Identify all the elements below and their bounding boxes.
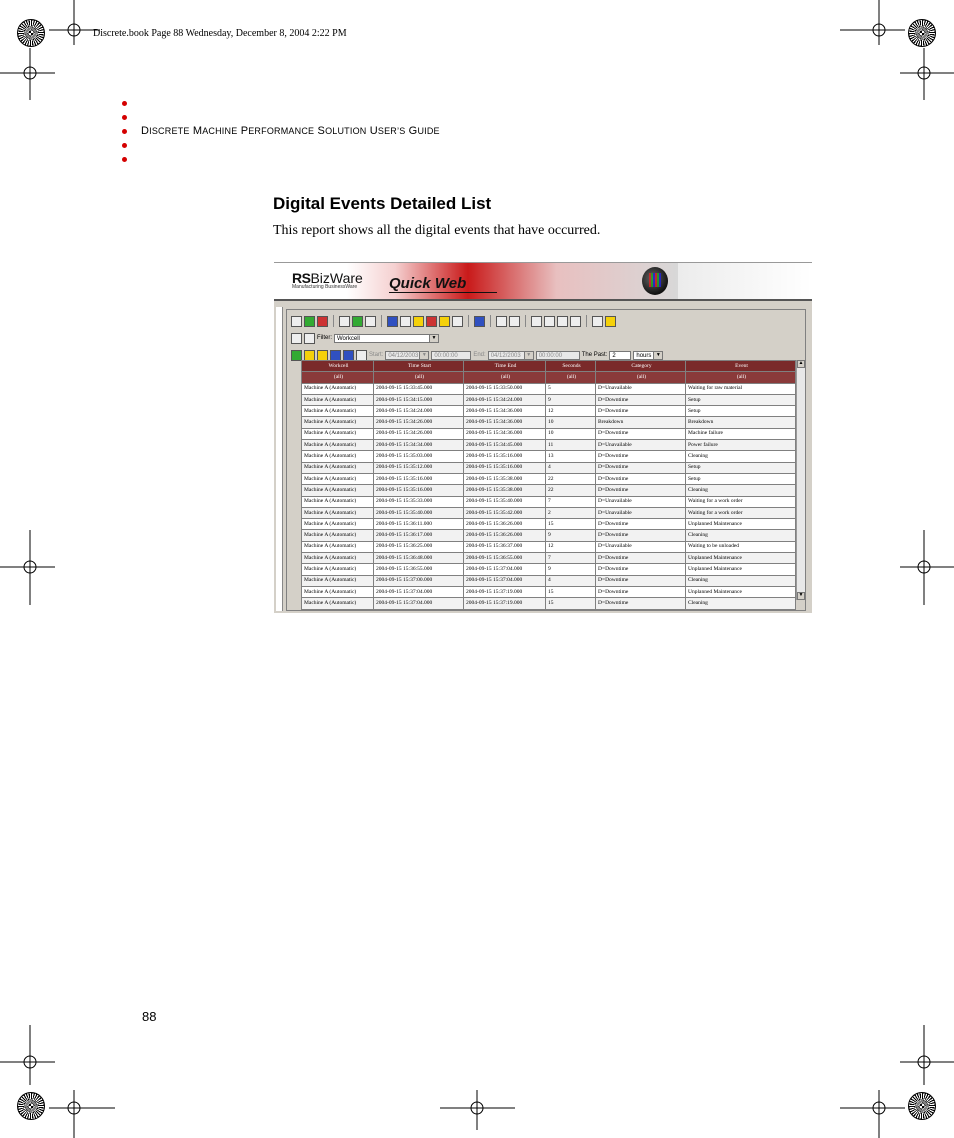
table-cell: 2004-09-15 15:35:16.000 (464, 462, 546, 473)
rsbizware-logo: RSBizWare (292, 270, 363, 286)
margin-bullet (122, 115, 127, 120)
table-cell: 2004-09-15 15:37:04.000 (464, 575, 546, 586)
table-cell: 2004-09-15 15:35:38.000 (464, 473, 546, 484)
intro-paragraph: This report shows all the digital events that have occurred. (273, 223, 601, 238)
table-cell: Machine A (Automatic) (302, 586, 374, 597)
time-range-icon[interactable] (317, 350, 328, 361)
refresh-icon[interactable] (474, 316, 485, 327)
export-icon[interactable] (304, 316, 315, 327)
chevron-down-icon[interactable]: ▼ (419, 352, 428, 359)
table-cell: 2004-09-15 15:37:04.000 (464, 564, 546, 575)
end-date-field[interactable] (488, 351, 534, 360)
pie-chart-icon[interactable] (439, 316, 450, 327)
table-cell: 2004-09-15 15:35:03.000 (374, 451, 464, 462)
shift-icon[interactable] (343, 350, 354, 361)
table-row[interactable] (302, 428, 796, 439)
table-cell: Machine A (Automatic) (302, 462, 374, 473)
toolbar-separator (381, 315, 382, 327)
table-cell: 2004-09-15 15:36:26.000 (464, 530, 546, 541)
column-header[interactable]: Workcell (302, 361, 374, 372)
grid-icon[interactable] (400, 316, 411, 327)
print-preview-icon[interactable] (352, 316, 363, 327)
table-cell: Waiting for raw material (686, 383, 796, 394)
table-cell: Power failure (686, 440, 796, 451)
table-cell: 11 (546, 440, 596, 451)
table-cell: 10 (546, 428, 596, 439)
table-cell: 2004-09-15 15:33:50.000 (464, 383, 546, 394)
table-cell: Unplanned Maintenance (686, 586, 796, 597)
table-cell: 2004-09-15 15:34:26.000 (374, 417, 464, 428)
first-page-icon[interactable] (531, 316, 542, 327)
table-cell: Machine A (Automatic) (302, 383, 374, 394)
start-date-field[interactable] (385, 351, 429, 360)
vertical-scrollbar[interactable] (796, 360, 805, 600)
table-cell: D=Downtime (596, 473, 686, 484)
left-frame-strip (276, 307, 283, 611)
table-cell: 15 (546, 519, 596, 530)
copy-icon[interactable] (291, 316, 302, 327)
table-row[interactable] (302, 586, 796, 597)
table-row[interactable] (302, 541, 796, 552)
table-cell: Machine A (Automatic) (302, 507, 374, 518)
table-cell: Machine A (Automatic) (302, 428, 374, 439)
table-cell: Unplanned Maintenance (686, 564, 796, 575)
print-page-icon[interactable] (592, 316, 603, 327)
column-header[interactable]: Category (596, 361, 686, 372)
table-cell: 2004-09-15 15:36:48.000 (374, 553, 464, 564)
table-cell: D=Downtime (596, 406, 686, 417)
table-cell: Waiting for a work order (686, 507, 796, 518)
font-icon[interactable] (452, 316, 463, 327)
table-cell: D=Downtime (596, 553, 686, 564)
table-filter-row (302, 372, 796, 383)
column-filter[interactable]: (all) (374, 372, 464, 383)
table-cell: 2004-09-15 15:35:40.000 (374, 507, 464, 518)
toolbar-separator (525, 315, 526, 327)
table-cell: Unplanned Maintenance (686, 553, 796, 564)
table-cell: 10 (546, 417, 596, 428)
table-cell: 2004-09-15 15:35:42.000 (464, 507, 546, 518)
page-number: 88 (142, 1009, 157, 1024)
table-cell: 2004-09-15 15:34:24.000 (464, 394, 546, 405)
table-cell: 2004-09-15 15:37:19.000 (464, 598, 546, 609)
filter-select-value: Workcell (337, 335, 360, 342)
column-filter[interactable]: (all) (464, 372, 546, 383)
start-time-value: 00:00:00 (434, 352, 458, 359)
table-cell: Machine A (Automatic) (302, 598, 374, 609)
table-row[interactable] (302, 485, 796, 496)
table-row[interactable] (302, 383, 796, 394)
table-cell: Machine A (Automatic) (302, 496, 374, 507)
table-cell: 9 (546, 530, 596, 541)
end-label: End: (473, 352, 486, 358)
app-banner (274, 263, 812, 301)
table-cell: 4 (546, 462, 596, 473)
table-row[interactable] (302, 564, 796, 575)
table-row[interactable] (302, 462, 796, 473)
table-cell: D=Downtime (596, 530, 686, 541)
table-row[interactable] (302, 575, 796, 586)
table-row[interactable] (302, 496, 796, 507)
table-cell: 9 (546, 564, 596, 575)
report-panel (286, 309, 806, 611)
chevron-down-icon[interactable]: ▼ (653, 352, 662, 359)
table-cell: 15 (546, 598, 596, 609)
start-time-field[interactable] (431, 351, 471, 360)
zoom-in-icon[interactable] (496, 316, 507, 327)
previous-page-icon[interactable] (544, 316, 555, 327)
table-cell: Machine A (Automatic) (302, 406, 374, 417)
table-cell: Breakdown (686, 417, 796, 428)
table-row[interactable] (302, 417, 796, 428)
past-label: The Past: (581, 352, 608, 358)
table-cell: D=Downtime (596, 519, 686, 530)
table-cell: 2004-09-15 15:36:55.000 (374, 564, 464, 575)
table-cell: Waiting for a work order (686, 496, 796, 507)
table-cell: 2004-09-15 15:35:12.000 (374, 462, 464, 473)
table-icon[interactable] (387, 316, 398, 327)
margin-bullet (122, 101, 127, 106)
funnel-clear-icon[interactable] (304, 333, 315, 344)
running-header: DISCRETE MACHINE PERFORMANCE SOLUTION USER’S GUIDE (141, 125, 440, 137)
table-cell: D=Downtime (596, 451, 686, 462)
table-cell: 2 (546, 507, 596, 518)
product-underline (389, 292, 497, 293)
bar-chart-icon[interactable] (413, 316, 424, 327)
table-cell: Machine A (Automatic) (302, 575, 374, 586)
table-cell: 2004-09-15 15:35:33.000 (374, 496, 464, 507)
table-cell: 2004-09-15 15:34:26.000 (374, 428, 464, 439)
table-cell: Setup (686, 406, 796, 417)
toolbar-separator (490, 315, 491, 327)
table-header-row (302, 361, 796, 372)
margin-bullet (122, 157, 127, 162)
section-title: Digital Events Detailed List (273, 194, 492, 213)
table-row[interactable] (302, 406, 796, 417)
table-cell: 13 (546, 451, 596, 462)
table-cell: D=Downtime (596, 428, 686, 439)
run-icon[interactable] (356, 350, 367, 361)
table-cell: 2004-09-15 15:36:55.000 (464, 553, 546, 564)
table-cell: Machine A (Automatic) (302, 564, 374, 575)
table-cell: Cleaning (686, 485, 796, 496)
table-row[interactable] (302, 553, 796, 564)
table-cell: D=Downtime (596, 586, 686, 597)
table-cell: Machine A (Automatic) (302, 451, 374, 462)
quick-web-screenshot (274, 262, 812, 613)
table-cell: Waiting to be unloaded (686, 541, 796, 552)
past-unit-value: hours (636, 352, 652, 359)
table-cell: 22 (546, 473, 596, 484)
table-cell: Machine A (Automatic) (302, 485, 374, 496)
table-cell: Machine A (Automatic) (302, 473, 374, 484)
table-cell: 2004-09-15 15:35:40.000 (464, 496, 546, 507)
table-cell: Cleaning (686, 575, 796, 586)
table-cell: Machine failure (686, 428, 796, 439)
table-cell: Machine A (Automatic) (302, 519, 374, 530)
table-cell: Cleaning (686, 451, 796, 462)
table-cell: 2004-09-15 15:36:11.000 (374, 519, 464, 530)
table-row[interactable] (302, 440, 796, 451)
table-cell: 7 (546, 553, 596, 564)
table-cell: Unplanned Maintenance (686, 519, 796, 530)
table-cell: Machine A (Automatic) (302, 541, 374, 552)
table-body (302, 383, 796, 609)
scroll-up-icon[interactable]: ▲ (798, 361, 804, 366)
table-cell: D=Downtime (596, 598, 686, 609)
table-cell: 2004-09-15 15:37:04.000 (374, 598, 464, 609)
table-cell: D=Unavailable (596, 541, 686, 552)
table-cell: Machine A (Automatic) (302, 440, 374, 451)
table-cell: D=Downtime (596, 575, 686, 586)
table-cell: 2004-09-15 15:36:37.000 (464, 541, 546, 552)
filter-label: Filter: (317, 335, 332, 341)
table-cell: 2004-09-15 15:36:17.000 (374, 530, 464, 541)
table-cell: 2004-09-15 15:34:34.000 (374, 440, 464, 451)
table-cell: 2004-09-15 15:37:19.000 (464, 586, 546, 597)
table-cell: Machine A (Automatic) (302, 553, 374, 564)
table-cell: D=Downtime (596, 394, 686, 405)
toolbar-separator (468, 315, 469, 327)
end-time-value: 00:00:00 (538, 352, 563, 359)
table-cell: Machine A (Automatic) (302, 394, 374, 405)
table-cell: 2004-09-15 15:34:15.000 (374, 394, 464, 405)
table-cell: 7 (546, 496, 596, 507)
globe-pattern (649, 273, 661, 287)
column-header[interactable]: Event (686, 361, 796, 372)
table-cell: 2004-09-15 15:34:24.000 (374, 406, 464, 417)
logo-subtitle: Manufacturing BusinessWare (292, 284, 358, 290)
table-cell: D=Downtime (596, 462, 686, 473)
next-page-icon[interactable] (557, 316, 568, 327)
table-row[interactable] (302, 451, 796, 462)
table-cell: Setup (686, 473, 796, 484)
table-cell: Breakdown (596, 417, 686, 428)
toolbar-main (291, 314, 616, 328)
table-cell: 4 (546, 575, 596, 586)
margin-bullet (122, 129, 127, 134)
past-unit-select[interactable] (633, 351, 663, 360)
table-cell: Cleaning (686, 530, 796, 541)
table-cell: Setup (686, 394, 796, 405)
table-cell: 9 (546, 394, 596, 405)
table-cell: Machine A (Automatic) (302, 417, 374, 428)
table-cell: 22 (546, 485, 596, 496)
start-label: Start: (369, 352, 384, 358)
table-cell: D=Unavailable (596, 440, 686, 451)
table-cell: 2004-09-15 15:36:26.000 (464, 519, 546, 530)
column-header[interactable]: Time End (464, 361, 546, 372)
table-cell: D=Downtime (596, 485, 686, 496)
table-cell: 12 (546, 406, 596, 417)
table-cell: 2004-09-15 15:34:36.000 (464, 406, 546, 417)
table-cell: Cleaning (686, 598, 796, 609)
table-cell: 12 (546, 541, 596, 552)
table-cell: D=Downtime (596, 564, 686, 575)
product-name: Quick Web (389, 275, 467, 292)
table-cell: 2004-09-15 15:35:38.000 (464, 485, 546, 496)
start-date-value: 04/12/2003 (388, 352, 419, 359)
column-filter[interactable]: (all) (546, 372, 596, 383)
column-filter[interactable]: (all) (302, 372, 374, 383)
table-cell: 2004-09-15 15:34:36.000 (464, 428, 546, 439)
table-cell: 5 (546, 383, 596, 394)
column-filter[interactable]: (all) (686, 372, 796, 383)
print-icon[interactable] (339, 316, 350, 327)
table-row[interactable] (302, 598, 796, 609)
table-cell: 2004-09-15 15:34:36.000 (464, 417, 546, 428)
filter-bar (291, 331, 439, 345)
zoom-out-icon[interactable] (509, 316, 520, 327)
column-chart-icon[interactable] (426, 316, 437, 327)
table-cell: 2004-09-15 15:35:16.000 (374, 473, 464, 484)
past-value: 2 (612, 352, 616, 359)
filter-select[interactable] (334, 334, 439, 343)
toolbar-separator (586, 315, 587, 327)
table-cell: Machine A (Automatic) (302, 530, 374, 541)
calendar-icon[interactable] (291, 350, 302, 361)
chevron-down-icon[interactable]: ▼ (429, 335, 438, 342)
table-cell: D=Unavailable (596, 496, 686, 507)
table-cell: 2004-09-15 15:34:45.000 (464, 440, 546, 451)
report-icon[interactable] (317, 316, 328, 327)
table-cell: 2004-09-15 15:37:00.000 (374, 575, 464, 586)
table-cell: 2004-09-15 15:37:04.000 (374, 586, 464, 597)
scroll-down-icon[interactable]: ▼ (798, 593, 804, 598)
funnel-icon[interactable] (291, 333, 302, 344)
events-table (301, 360, 796, 610)
table-row[interactable] (302, 519, 796, 530)
margin-bullet (122, 143, 127, 148)
settings-icon[interactable] (605, 316, 616, 327)
column-header[interactable]: Time Start (374, 361, 464, 372)
table-row[interactable] (302, 473, 796, 484)
table-cell: Setup (686, 462, 796, 473)
toolbar-separator (333, 315, 334, 327)
end-date-value: 04/12/2003 (490, 352, 521, 359)
table-cell: D=Unavailable (596, 507, 686, 518)
table-row[interactable] (302, 507, 796, 518)
end-time-field[interactable] (536, 351, 580, 360)
clock-icon[interactable] (304, 350, 315, 361)
chevron-down-icon[interactable]: ▼ (524, 352, 533, 359)
past-value-field[interactable] (609, 351, 631, 360)
column-header[interactable]: Seconds (546, 361, 596, 372)
column-filter[interactable]: (all) (596, 372, 686, 383)
table-row[interactable] (302, 394, 796, 405)
page-icon[interactable] (365, 316, 376, 327)
table-cell: 2004-09-15 15:35:16.000 (374, 485, 464, 496)
table-cell: 2004-09-15 15:36:25.000 (374, 541, 464, 552)
table-row[interactable] (302, 530, 796, 541)
table-cell: 2004-09-15 15:35:16.000 (464, 451, 546, 462)
user-icon[interactable] (330, 350, 341, 361)
book-slug: Discrete.book Page 88 Wednesday, December 8, 2004 2:22 PM (93, 28, 347, 39)
table-cell: D=Unavailable (596, 383, 686, 394)
table-cell: 15 (546, 586, 596, 597)
last-page-icon[interactable] (570, 316, 581, 327)
table-cell: 2004-09-15 15:33:45.000 (374, 383, 464, 394)
